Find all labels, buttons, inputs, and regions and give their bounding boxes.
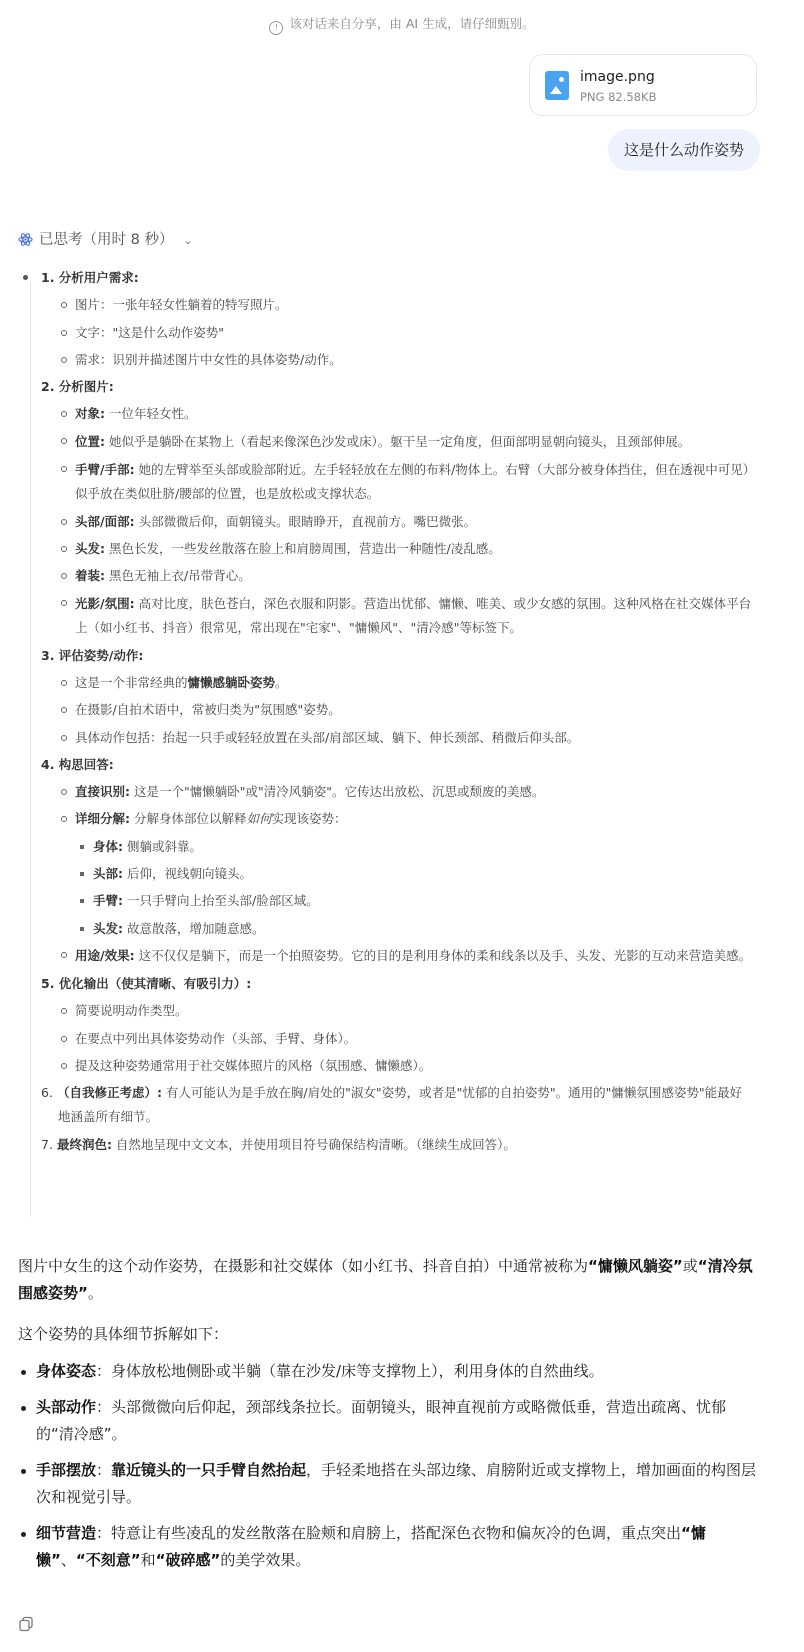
- answer-subheading: 这个姿势的具体细节拆解如下：: [18, 1325, 229, 1343]
- list-item: 对象: 一位年轻女性。: [0, 400, 780, 427]
- list-item: 位置: 她似乎是躺卧在某物上（看起来像深色沙发或床）。躯干呈一定角度，但面部明显朝向镜头，且颈部伸展。: [0, 428, 780, 456]
- thinking-content: [0, 264, 780, 1158]
- list-item: 细节营造：特意让有些凌乱的发丝散落在脸颊和肩膀上，搭配深色衣物和偏灰冷的色调，重点突出“慵懒”、“不刻意”和“破碎感”的美学效果。: [18, 1520, 758, 1574]
- attachment-card[interactable]: [529, 54, 757, 116]
- list-item: 详细分解: 分解身体部位以解释如何实现该姿势：: [0, 805, 780, 832]
- list-item: 在要点中列出具体姿势动作（头部、手臂、身体）。: [0, 1025, 780, 1052]
- list-item: 用途/效果: 这不仅仅是躺下，而是一个拍照姿势。它的目的是利用身体的柔和线条以及手、头发、光影的互动来营造美感。: [0, 942, 780, 970]
- copy-icon[interactable]: [18, 1616, 34, 1632]
- thinking-section: 7. 最终润色: 自然地呈现中文文本，并使用项目符号确保结构清晰。（继续生成回答）。: [41, 1137, 516, 1153]
- list-item: 简要说明动作类型。: [0, 997, 780, 1024]
- list-item: 手臂/手部: 她的左臂举至头部或脸部附近。左手轻轻放在左侧的布料/物体上。右臂（大部分被身体挡住，但在透视中可见）似乎放在类似肚脐/腰部的位置，也是放松或支撑状态。: [0, 456, 780, 508]
- list-item: 直接识别: 这是一个"慵懒躺卧"或"清冷风躺姿"。它传达出放松、沉思或颓废的美感。: [0, 778, 780, 805]
- answer-list: [18, 1358, 758, 1583]
- list-item: 头部/面部: 头部微微后仰，面朝镜头。眼睛睁开，直视前方。嘴巴微张。: [0, 508, 780, 535]
- list-item: 具体动作包括：抬起一只手或轻轻放置在头部/肩部区域、躺下、伸长颈部、稍微后仰头部。: [0, 724, 780, 751]
- thinking-section-title: 1. 分析用户需求:: [41, 270, 139, 285]
- list-item: 提及这种姿势通常用于社交媒体照片的风格（氛围感、慵懒感）。: [0, 1052, 780, 1079]
- list-item: 头发: 故意散落，增加随意感。: [0, 915, 780, 942]
- thinking-section-title: 2. 分析图片:: [41, 379, 114, 395]
- info-icon: !: [269, 21, 283, 35]
- chevron-down-icon: ⌄: [183, 234, 193, 247]
- list-item: 图片：一张年轻女性躺着的特写照片。: [0, 291, 780, 318]
- list-item: 手臂: 一只手臂向上抬至头部/脸部区域。: [0, 887, 780, 914]
- thinking-label: 已思考（用时 8 秒）: [39, 232, 174, 248]
- thinking-atom-icon: [18, 232, 33, 247]
- thinking-section-title: 3. 评估姿势/动作:: [41, 647, 144, 663]
- thinking-toggle[interactable]: [18, 228, 193, 249]
- list-item: 头发: 黑色长发，一些发丝散落在脸上和肩膀周围，营造出一种随性/凌乱感。: [0, 535, 780, 562]
- attachment-meta: PNG 82.58KB: [580, 90, 657, 104]
- list-item: 身体姿态：身体放松地侧卧或半躺（靠在沙发/床等支撑物上），利用身体的自然曲线。: [18, 1358, 758, 1385]
- ai-generated-notice: ! 该对话来自分享，由 AI 生成，请仔细甄别。: [0, 14, 804, 35]
- list-item: 文字："这是什么动作姿势": [0, 319, 780, 346]
- list-item: 光影/氛围: 高对比度，肤色苍白，深色衣服和阴影。营造出忧郁、慵懒、唯美、或少女感的氛围。这种风格在社交媒体平台上（如小红书、抖音）很常见，常出现在"宅家"、"慵懒风"、"清冷感"等标签下。: [0, 590, 780, 642]
- list-item: 头部: 后仰，视线朝向镜头。: [0, 860, 780, 887]
- list-item: 着装: 黑色无袖上衣/吊带背心。: [0, 562, 780, 589]
- list-item: 头部动作：头部微微向后仰起，颈部线条拉长。面朝镜头，眼神直视前方或略微低垂，营造出疏离、忧郁的“清冷感”。: [18, 1394, 758, 1448]
- attachment-name: image.png: [580, 69, 655, 85]
- answer-intro: 图片中女生的这个动作姿势，在摄影和社交媒体（如小红书、抖音自拍）中通常被称为“慵懒风躺姿”或“清冷氛围感姿势”。: [18, 1257, 753, 1302]
- list-item: 在摄影/自拍术语中，常被归类为"氛围感"姿势。: [0, 696, 780, 723]
- thinking-section: 6. （自我修正考虑）: 有人可能认为是手放在胸/肩处的"淑女"姿势，或者是"忧郁的自拍姿势"。通用的"慵懒氛围感姿势"能最好地涵盖所有细节。: [41, 1085, 743, 1125]
- thinking-section-title: 5. 优化输出（使其清晰、有吸引力）:: [41, 975, 252, 991]
- list-item: 手部摆放：靠近镜头的一只手臂自然抬起，手轻柔地搭在头部边缘、肩膀附近或支撑物上，增加画面的构图层次和视觉引导。: [18, 1457, 758, 1511]
- list-item: 身体: 侧躺或斜靠。: [0, 833, 780, 860]
- user-message: 这是什么动作姿势: [608, 129, 760, 171]
- image-file-icon: [545, 71, 569, 100]
- thinking-section-title: 4. 构思回答:: [41, 756, 114, 772]
- list-item: 这是一个非常经典的慵懒感躺卧姿势。: [0, 669, 780, 696]
- list-item: 需求：识别并描述图片中女性的具体姿势/动作。: [0, 346, 780, 373]
